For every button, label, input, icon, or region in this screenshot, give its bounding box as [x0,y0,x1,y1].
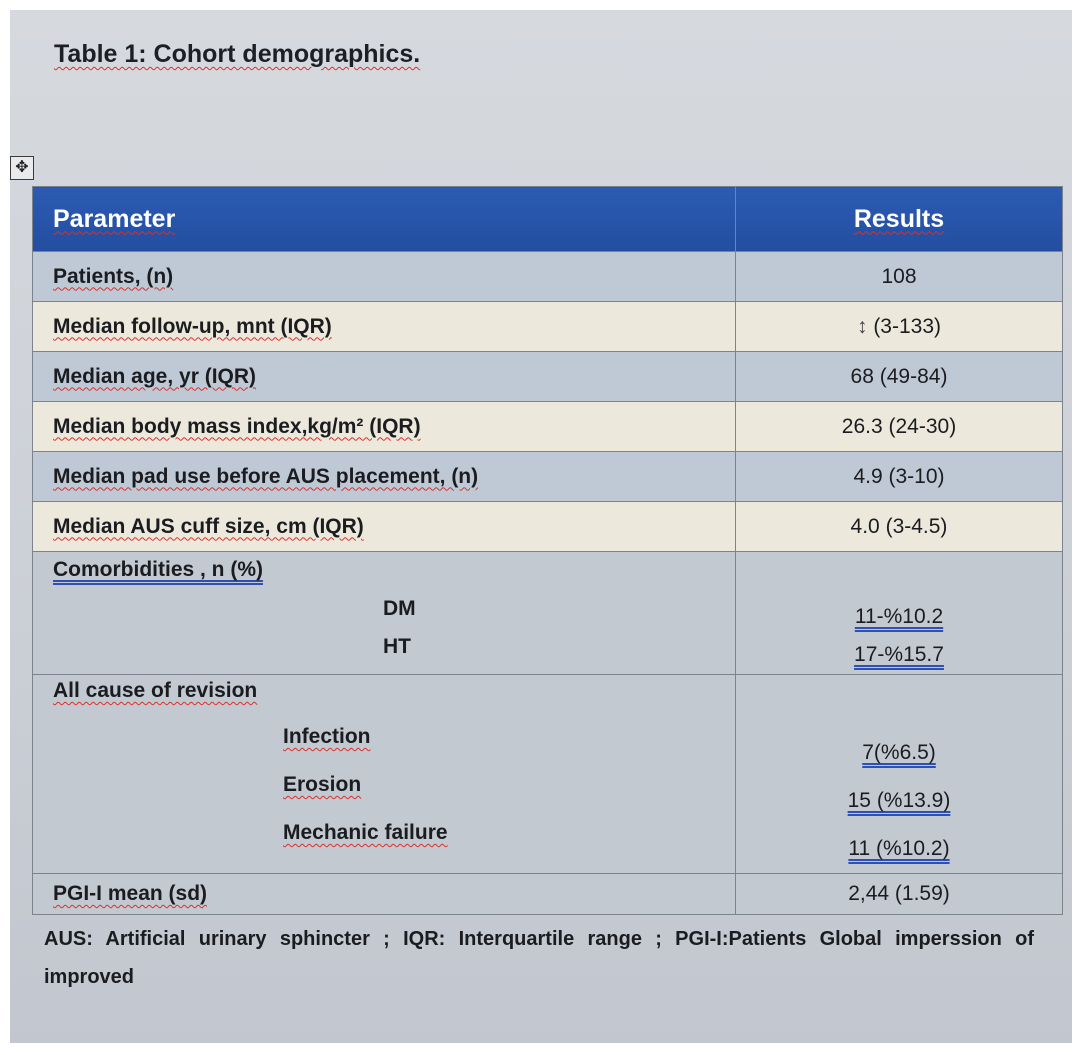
table-row [33,252,1063,302]
comorbidity-dm-value: 11-%10.2 [854,605,944,628]
table-header-row [33,187,1063,252]
revision-infection-value: 7(%6.5) [862,741,936,764]
row-value: 4.0 (3-4.5) [736,502,1063,552]
comorbidity-dm-label: DM [383,597,416,620]
row-label: Median pad use before AUS placement, (n) [33,452,736,502]
table-title [54,40,420,69]
pgi-row [33,874,1063,915]
revision-erosion-label: Erosion [283,773,362,796]
table-title-text: Table 1: Cohort demographics. [54,40,421,68]
table-footnote: AUS: Artificial urinary sphincter ; IQR: Interquartile range ; PGI-I:Patients Global imperssion of improved [44,928,1034,988]
header-parameter: Parameter [33,187,736,252]
pgi-value: 2,44 (1.59) [736,874,1063,915]
table-row [33,402,1063,452]
revision-cell [33,675,736,874]
revision-row [33,675,1063,874]
row-label: Median body mass index,kg/m² (IQR) [33,402,736,452]
revision-erosion-value: 15 (%13.9) [847,789,951,812]
resize-cursor-icon: ↕ [856,314,868,338]
comorbidities-label: Comorbidities , n (%) [53,558,263,581]
comorbidities-row [33,552,1063,675]
move-arrows-icon[interactable]: ✥ [10,156,34,180]
row-label: Patients, (n) [33,252,736,302]
revision-mechanic-value: 11 (%10.2) [848,837,950,860]
row-value: 108 [736,252,1063,302]
comorbidity-ht-value: 17-%15.7 [854,643,944,666]
row-label: Median AUS cuff size, cm (IQR) [33,502,736,552]
row-label: Median follow-up, mnt (IQR) [33,302,736,352]
row-label: Median age, yr (IQR) [33,352,736,402]
comorbidities-cell [33,552,736,675]
comorbidities-values [736,552,1063,675]
row-value: 68 (49-84) [736,352,1063,402]
revision-label: All cause of revision [53,679,258,702]
table-row [33,302,1063,352]
row-value: 4.9 (3-10) [736,452,1063,502]
table-row [33,502,1063,552]
table-row [33,352,1063,402]
document-page [10,10,1072,1043]
table-row [33,452,1063,502]
row-value: 26.3 (24-30) [736,402,1063,452]
revision-values [736,675,1063,874]
row-value: ↕ (3-133) [736,302,1063,352]
comorbidity-ht-label: HT [383,635,411,658]
revision-infection-label: Infection [283,725,371,748]
header-results: Results [736,187,1063,252]
revision-mechanic-label: Mechanic failure [283,821,448,844]
pgi-label: PGI-I mean (sd) [33,874,736,915]
cohort-table [32,186,1063,915]
